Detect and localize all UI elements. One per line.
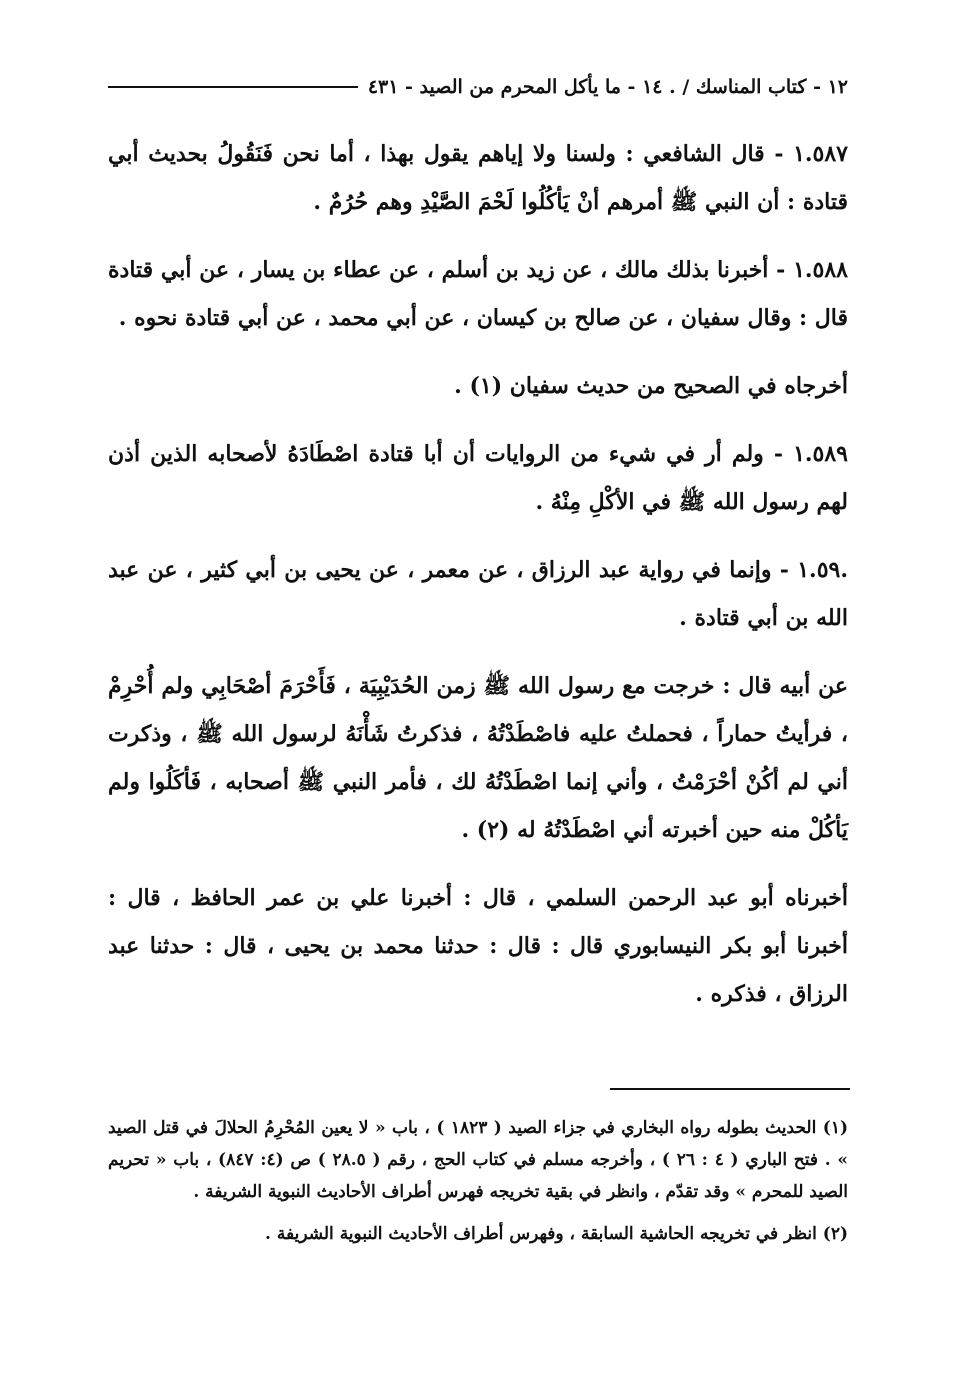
footnote-separator [610, 1088, 850, 1090]
paragraph-1589: ١.٥٨٩ - ولم أر في شيء من الروايات أن أبا قتادة اصْطَادَهُ لأصحابه الذين أذن لهم رسول الله ﷺ في الأكْلِ مِنْهُ . [108, 441, 848, 515]
paragraph-1588: ١.٥٨٨ - أخبرنا بذلك مالك ، عن زيد بن أسلم ، عن عطاء بن يسار ، عن أبي قتادة قال : وقال سفيان ، عن صالح بن كيسان ، عن أبي محمد ، عن أبي قتادة نحوه . [108, 257, 848, 331]
paragraph-isnad: أخبرناه أبو عبد الرحمن السلمي ، قال : أخبرنا علي بن عمر الحافظ ، قال : أخبرنا أبو بكر النيسابوري قال : قال : حدثنا محمد بن يحيى ، قال : حدثنا عبد الرزاق ، فذكره . [108, 885, 848, 1007]
main-text [108, 130, 848, 1038]
header-rule [108, 86, 358, 88]
paragraph-takhrij: أخرجاه في الصحيح من حديث سفيان (١) . [454, 373, 848, 399]
footnote-1: (١) الحديث بطوله رواه البخاري في جزاء الصيد ( ١٨٢٣ ) ، باب « لا يعين المُحْرِمُ الحلالَ في قتل الصيد » . فتح الباري ( ٤ : ٢٦ ) ، وأخرجه مسلم في كتاب الحج ، رقم ( ٢٨.٥ ) ص (٤: ٨٤٧) ، باب « تحريم الصيد للمحرم » وقد تقدّم ، وانظر في بقية تخريجه فهرس أطراف الأحاديث النبوية الشريفة . [108, 1118, 849, 1202]
paragraph-1590: .١.٥٩ - وإنما في رواية عبد الرزاق ، عن معمر ، عن يحيى بن أبي كثير ، عن عبد الله بن أبي قتادة . [108, 557, 848, 631]
footnote-2: (٢) انظر في تخريجه الحاشية السابقة ، وفهرس أطراف الأحاديث النبوية الشريفة . [265, 1224, 848, 1244]
running-head-text: ١٢ - كتاب المناسك / . ١٤ - ما يأكل المحرم من الصيد - ٤٣١ [367, 76, 848, 98]
footnotes [108, 1112, 848, 1260]
paragraph-1587: ١.٥٨٧ - قال الشافعي : ولسنا ولا إياهم يقول بهذا ، أما نحن فَنَقُولُ بحديث أبي قتادة : أن النبي ﷺ أمرهم أنْ يَأكُلُوا لَحْمَ الصَّيْدِ وهم حُرُمٌ . [108, 141, 848, 215]
paragraph-hadith: عن أبيه قال : خرجت مع رسول الله ﷺ زمن الحُدَيْبِيَة ، فَأَحْرَمَ أصْحَابِي ولم أُحْرِمْ ، فرأيتُ حماراً ، فحملتُ عليه فاصْطَدْتُهُ ، فذكرتُ شَأْنَهُ لرسول الله ﷺ ، وذكرت أني لم أكُنْ أحْرَمْتُ ، وأني إنما اصْطَدْتُهُ لك ، فأمر النبي ﷺ أصحابه ، فَأكَلُوا ولم يَأكُلْ منه حين أخبرته أني اصْطَدْتُهُ له (٢) . [108, 673, 848, 843]
running-header [108, 72, 848, 102]
